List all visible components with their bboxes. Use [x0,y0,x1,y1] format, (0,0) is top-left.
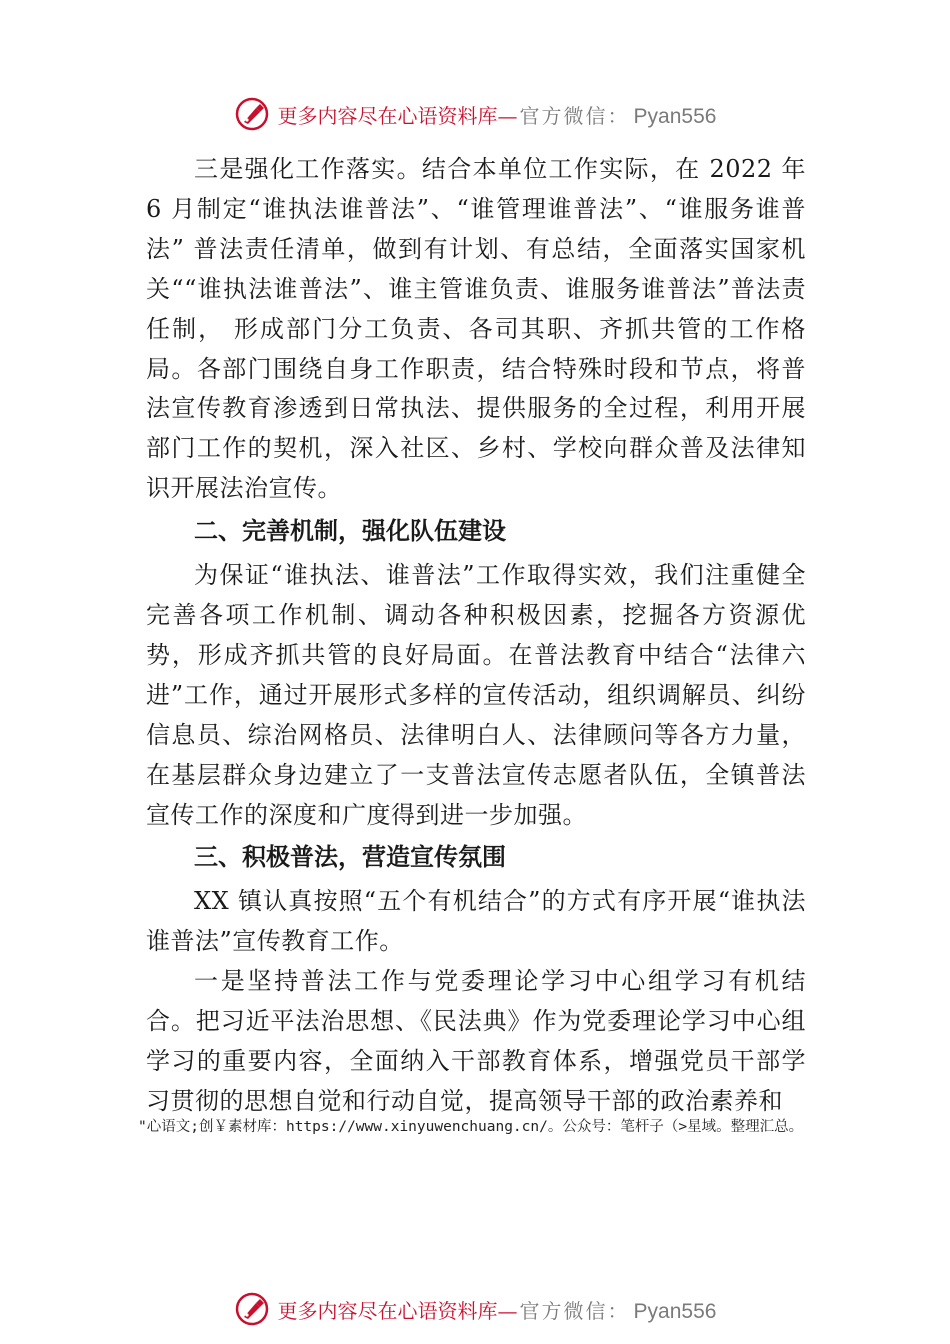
header-banner-text [278,100,717,129]
document-body [146,150,806,1122]
header-dash: — [497,103,518,128]
pen-nib-icon [234,1291,270,1327]
footer-dash: — [497,1298,518,1323]
header-brand: 更多内容尽在心语资料库 [277,103,498,128]
section-heading: 三、积极普法，营造宣传氛围 [194,843,506,872]
page-header [0,94,950,134]
footer-wechat-label: 官方微信： [519,1298,630,1323]
footnote: "心语文;创￥素材库：https://www.xinyuwenchuang.cn/。公众号：笔杆子（>星域。整理汇总。 [138,1119,804,1135]
header-wechat-label: 官方微信： [519,103,630,128]
page-footer [0,1289,950,1329]
section-heading: 二、完善机制，强化队伍建设 [194,517,506,546]
footer-banner-text [278,1295,717,1324]
paragraph: XX 镇认真按照“五个有机结合”的方式有序开展“谁执法谁普法”宣传教育工作。 [146,887,806,956]
header-wechat-id: Pyan556 [633,104,717,128]
footer-brand: 更多内容尽在心语资料库 [277,1298,498,1323]
pen-nib-icon [234,96,270,132]
footer-wechat-id: Pyan556 [633,1299,717,1323]
paragraph: 三是强化工作落实。结合本单位工作实际，在 2022 年 6 月制定“谁执法谁普法”、“谁管理谁普法”、“谁服务谁普法” 普法责任清单，做到有计划、有总结，全面落实国家机关““谁执法谁普法”、谁主管谁负责、谁服务谁普法”普法责任制， 形成部门分工负责、各司其职、齐抓共管的工作格局。各部门围绕自身工作职责，结合特殊时段和节点，将普法宣传教育渗透到日常执法、提供服务的全过程，利用开展部门工作的契机，深入社区、乡村、学校向群众普及法律知识开展法治宣传。 [146,155,806,503]
paragraph: 一是坚持普法工作与党委理论学习中心组学习有机结合。把习近平法治思想、《民法典》作为党委理论学习中心组学习的重要内容，全面纳入干部教育体系，增强党员干部学习贯彻的思想自觉和行动自觉，提高领导干部的政治素养和 [146,967,806,1115]
paragraph: 为保证“谁执法、谁普法”工作取得实效，我们注重健全完善各项工作机制、调动各种积极因素，挖掘各方资源优势，形成齐抓共管的良好局面。在普法教育中结合“法律六进”工作，通过开展形式多样的宣传活动，组织调解员、纠纷信息员、综治网格员、法律明白人、法律顾问等各方力量，在基层群众身边建立了一支普法宣传志愿者队伍，全镇普法宣传工作的深度和广度得到进一步加强。 [146,561,806,829]
